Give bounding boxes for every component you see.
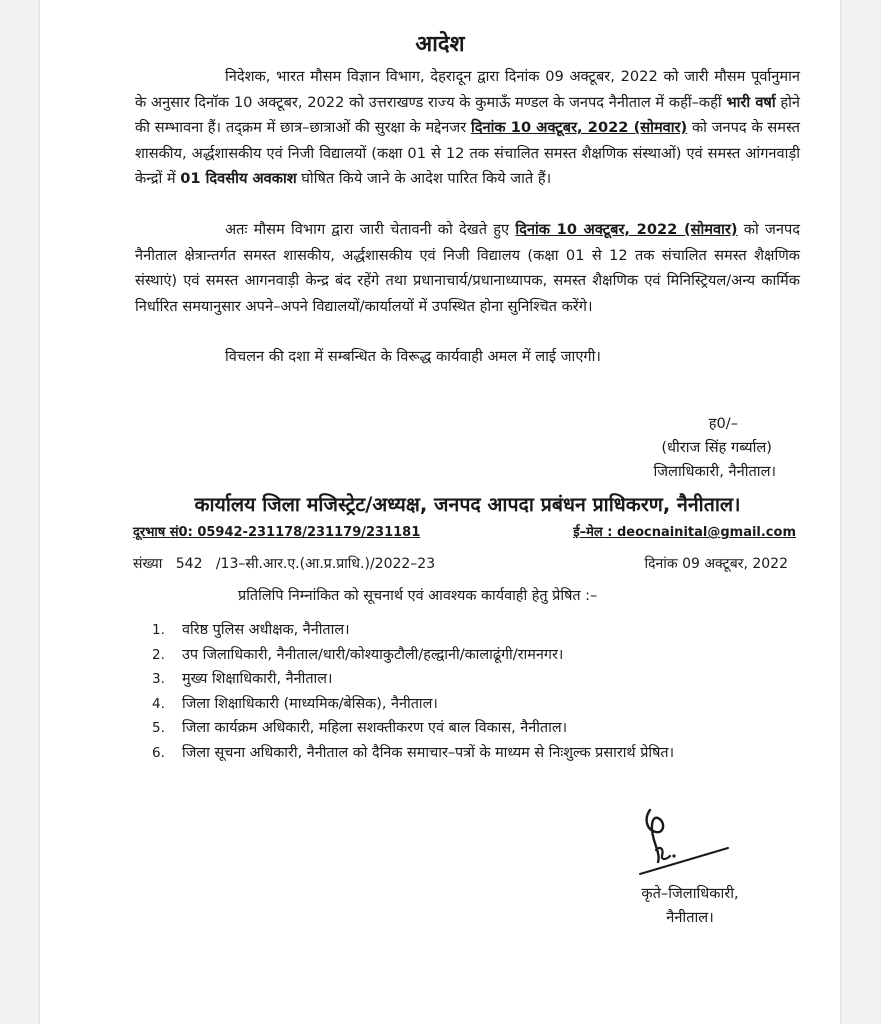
paragraph-1-text-a: निदेशक, भारत मौसम विज्ञान विभाग, देहरादून द्वारा दिनांक 09 अक्टूबर, 2022 को जारी मौसम पूर्वानुमान के अनुसार दिनॉक 10 अक्टूबर, 2022 को उत्तराखण्ड राज्य के कुमाऊँ मण्डल के जनपद नैनीताल में कहीं–कहीं — [135, 68, 800, 111]
signature-block-dm — [576, 412, 776, 484]
list-item: 1. वरिष्ठ पुलिस अधीक्षक, नैनीताल। — [152, 622, 350, 638]
recipient-list — [152, 618, 802, 765]
phone-numbers: दूरभाष सं0: 05942-231178/231179/231181 — [133, 525, 421, 540]
holiday-date-highlight: दिनांक 10 अक्टूबर, 2022 (सोमवार) — [470, 119, 688, 136]
order-paragraph-2 — [135, 217, 800, 319]
paragraph-2-text-b: को जनपद नैनीताल क्षेत्रान्तर्गत समस्त शासकीय, अर्द्धशासकीय एवं निजी विद्यालय (कक्षा 01 से 12 तक संचालित समस्त शैक्षणिक संस्थाएं) एवं समस्त आगनवाड़ी केन्द्र बंद रहेंगे तथा प्रधानाचार्य/प्रधानाध्यापक, समस्त शैक्षणिक एवं मिनिस्ट्रियल/अन्य कार्मिक निर्धारित समयानुसार अपने–अपने विद्यालयों/कार्यालयों में उपस्थित होना सुनिश्चित करेंगे। — [135, 221, 800, 315]
reference-date: दिनांक 09 अक्टूबर, 2022 — [644, 556, 788, 572]
document-page — [40, 0, 840, 1024]
email-address: ई–मेल : deocnainital@gmail.com — [573, 525, 796, 540]
order-paragraph-3 — [135, 344, 800, 370]
paragraph-1-text-b: होने की सम्भावना हैं। तद्क्रम में छात्र–छात्राओं की सुरक्षा के मद्देनजर — [135, 93, 800, 136]
list-item: 3. मुख्य शिक्षाधिकारी, नैनीताल। — [152, 671, 333, 687]
on-behalf-location: नैनीताल। — [666, 909, 714, 926]
list-item: 5. जिला कार्यक्रम अधिकारी, महिला सशक्तीकरण एवं बाल विकास, नैनीताल। — [152, 720, 568, 736]
list-item: 2. उप जिलाधिकारी, नैनीताल/धारी/कोश्याकुटौली/हल्द्वानी/कालाढूंगी/रामनगर। — [152, 646, 564, 663]
office-heading: कार्यालय जिला मजिस्ट्रेट/अध्यक्ष, जनपद आपदा प्रबंधन प्राधिकरण, नैनीताल। — [194, 493, 741, 516]
handwritten-signature — [630, 800, 730, 880]
signatory-designation: जिलाधिकारी, नैनीताल। — [653, 463, 776, 480]
list-item: 6. जिला सूचना अधिकारी, नैनीताल को दैनिक समाचार–पत्रों के माध्यम से निःशुल्क प्रसारार्थ प्रेषित। — [152, 744, 675, 761]
reference-number: संख्या 542 /13–सी.आर.ए.(आ.प्र.प्राधि.)/2022–23 — [133, 556, 436, 572]
signature-block-on-behalf — [600, 882, 780, 930]
copy-forwarded-intro: प्रतिलिपि निम्नांकित को सूचनार्थ एवं आवश्यक कार्यवाही हेतु प्रेषित :– — [238, 588, 598, 604]
on-behalf-designation: कृते–जिलाधिकारी, — [641, 885, 739, 902]
paragraph-1-text-d: घोषित किये जाने के आदेश पारित किये जाते हैं। — [296, 170, 552, 187]
heavy-rain-highlight: भारी वर्षा — [726, 93, 776, 111]
order-paragraph-1 — [135, 64, 800, 192]
one-day-holiday-highlight: 01 दिवसीय अवकाश — [180, 170, 297, 187]
order-title: आदेश — [415, 32, 465, 57]
paragraph-1-text-c: को जनपद के समस्त शासकीय, अर्द्धशासकीय एवं निजी विद्यालयों (कक्षा 01 से 12 तक संचालित समस्त शैक्षणिक संस्थाओं) एवं समस्त आंगनवाड़ी केन्द्रों में — [135, 119, 800, 187]
closure-date-highlight: दिनांक 10 अक्टूबर, 2022 (सोमवार) — [515, 221, 738, 238]
deviation-warning: विचलन की दशा में सम्बन्धित के विरूद्ध कार्यवाही अमल में लाई जाएगी। — [225, 348, 601, 365]
paragraph-2-text-a: अतः मौसम विभाग द्वारा जारी चेतावनी को देखते हुए — [225, 221, 516, 238]
signatory-name: (धीराज सिंह गर्ब्याल) — [661, 439, 772, 456]
signed-mark: ह0/– — [708, 415, 738, 432]
list-item: 4. जिला शिक्षाधिकारी (माध्यमिक/बेसिक), नैनीताल। — [152, 695, 438, 712]
